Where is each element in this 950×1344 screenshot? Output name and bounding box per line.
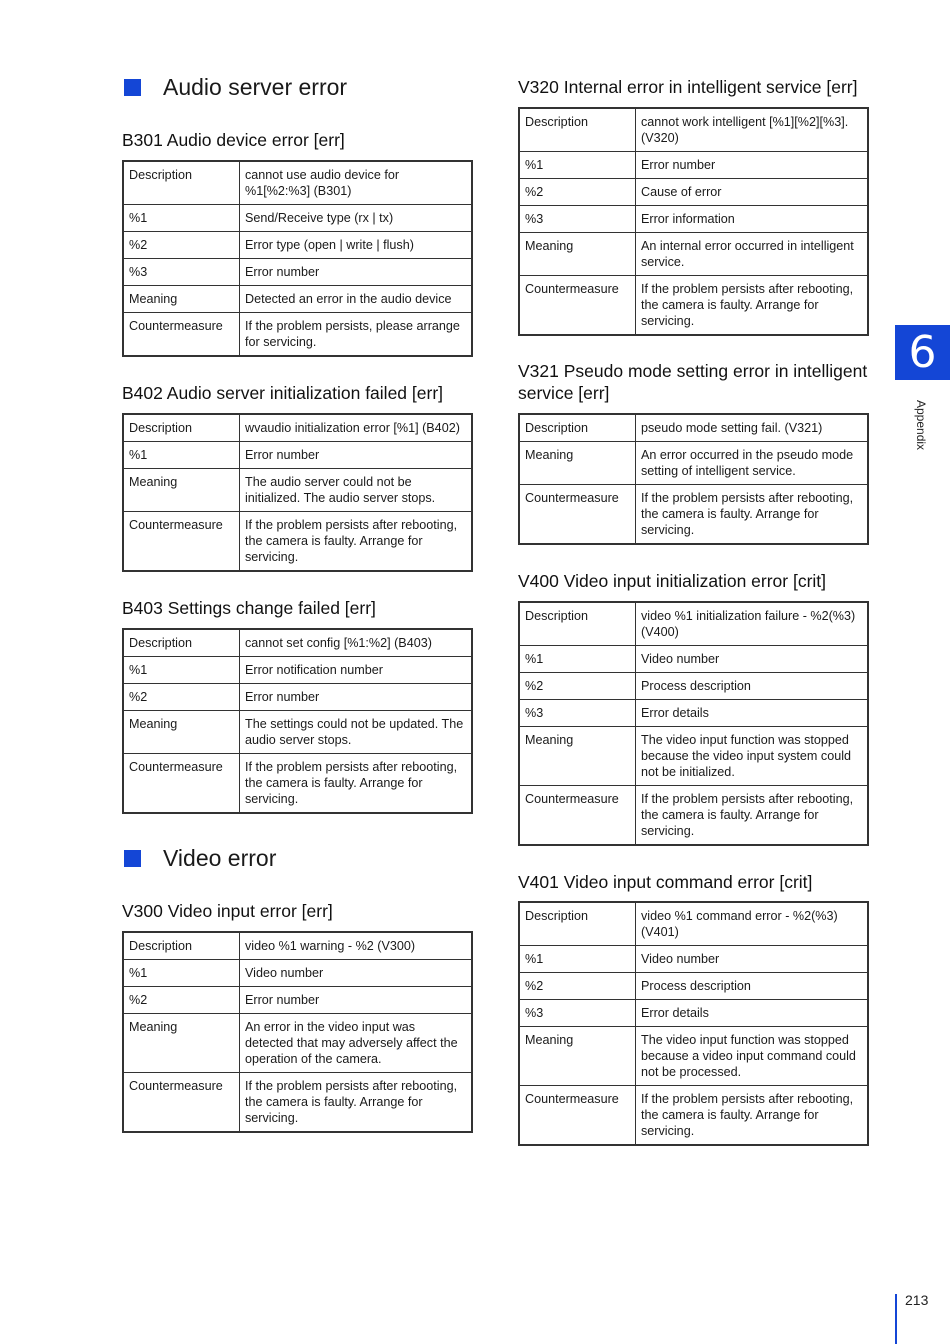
- row-value: Error number: [240, 259, 473, 286]
- row-key: Description: [123, 932, 240, 960]
- chapter-label: Appendix: [914, 400, 928, 451]
- table-row: [123, 232, 472, 259]
- table-row: [123, 629, 472, 657]
- table-row: [519, 902, 868, 946]
- table-row: [123, 684, 472, 711]
- row-value: Video number: [240, 960, 473, 987]
- v321-table: [518, 413, 869, 545]
- row-key: %2: [519, 673, 636, 700]
- row-key: %1: [519, 646, 636, 673]
- row-value: An internal error occurred in intelligent service.: [636, 233, 869, 276]
- table-row: [519, 946, 868, 973]
- row-key: %2: [519, 973, 636, 1000]
- table-row: [123, 161, 472, 205]
- row-key: Meaning: [123, 469, 240, 512]
- row-value: An error occurred in the pseudo mode setting of intelligent service.: [636, 442, 869, 485]
- table-row: [123, 1014, 472, 1073]
- audio-section-title: Audio server error: [163, 74, 348, 100]
- video-section-heading: [122, 845, 276, 872]
- table-row: [519, 179, 868, 206]
- table-row: [123, 442, 472, 469]
- row-key: Meaning: [123, 711, 240, 754]
- table-row: [519, 1027, 868, 1086]
- table-row: [123, 932, 472, 960]
- row-key: %3: [519, 700, 636, 727]
- table-row: [519, 973, 868, 1000]
- row-key: %1: [519, 946, 636, 973]
- row-value: cannot set config [%1:%2] (B403): [240, 629, 473, 657]
- row-value: If the problem persists after rebooting, the camera is faulty. Arrange for servicing.: [636, 786, 869, 846]
- row-value: The video input function was stopped because a video input command could not be processed.: [636, 1027, 869, 1086]
- row-value: The video input function was stopped because the video input system could not be initialized.: [636, 727, 869, 786]
- row-key: Description: [123, 161, 240, 205]
- row-key: %3: [519, 206, 636, 233]
- table-row: [123, 1073, 472, 1133]
- row-value: cannot use audio device for %1[%2:%3] (B301): [240, 161, 473, 205]
- row-value: Error number: [240, 987, 473, 1014]
- row-key: %3: [123, 259, 240, 286]
- row-key: Description: [519, 602, 636, 646]
- row-value: Error details: [636, 700, 869, 727]
- row-value: If the problem persists after rebooting, the camera is faulty. Arrange for servicing.: [240, 512, 473, 572]
- row-key: Description: [519, 108, 636, 152]
- row-key: Countermeasure: [519, 1086, 636, 1146]
- row-key: Countermeasure: [519, 786, 636, 846]
- table-row: [519, 646, 868, 673]
- row-key: Meaning: [123, 286, 240, 313]
- table-row: [123, 960, 472, 987]
- row-value: Error details: [636, 1000, 869, 1027]
- row-value: If the problem persists, please arrange for servicing.: [240, 313, 473, 357]
- row-key: Meaning: [519, 442, 636, 485]
- row-value: cannot work intelligent [%1][%2][%3]. (V320): [636, 108, 869, 152]
- row-key: %1: [123, 442, 240, 469]
- row-value: The audio server could not be initialized. The audio server stops.: [240, 469, 473, 512]
- table-row: [519, 152, 868, 179]
- row-key: Countermeasure: [519, 485, 636, 545]
- table-row: [519, 233, 868, 276]
- table-row: [123, 469, 472, 512]
- b402-heading: B402 Audio server initialization failed [err]: [122, 383, 444, 403]
- v320-heading: V320 Internal error in intelligent service [err]: [518, 77, 858, 97]
- row-key: Description: [123, 629, 240, 657]
- table-row: [519, 602, 868, 646]
- row-value: Send/Receive type (rx | tx): [240, 205, 473, 232]
- video-section-title: Video error: [163, 845, 277, 871]
- table-row: [519, 414, 868, 442]
- row-value: An error in the video input was detected that may adversely affect the operation of the camera.: [240, 1014, 473, 1073]
- row-value: If the problem persists after rebooting, the camera is faulty. Arrange for servicing.: [240, 1073, 473, 1133]
- row-key: Meaning: [519, 1027, 636, 1086]
- v400-heading: V400 Video input initialization error [crit]: [518, 571, 827, 591]
- b301-heading: B301 Audio device error [err]: [122, 130, 345, 150]
- row-value: Process description: [636, 973, 869, 1000]
- row-key: Meaning: [123, 1014, 240, 1073]
- v300-table: [122, 931, 473, 1133]
- table-row: [123, 259, 472, 286]
- section-square-icon: [124, 850, 141, 867]
- b403-table: [122, 628, 473, 814]
- row-key: Countermeasure: [123, 754, 240, 814]
- row-value: Error type (open | write | flush): [240, 232, 473, 259]
- row-value: Cause of error: [636, 179, 869, 206]
- row-value: Error information: [636, 206, 869, 233]
- row-value: video %1 initialization failure - %2(%3) (V400): [636, 602, 869, 646]
- row-value: video %1 warning - %2 (V300): [240, 932, 473, 960]
- row-key: %1: [519, 152, 636, 179]
- table-row: [123, 313, 472, 357]
- row-value: Error notification number: [240, 657, 473, 684]
- row-key: %3: [519, 1000, 636, 1027]
- table-row: [123, 711, 472, 754]
- table-row: [123, 987, 472, 1014]
- v321-heading: V321 Pseudo mode setting error in intelligent service [err]: [518, 361, 868, 403]
- row-value: Detected an error in the audio device: [240, 286, 473, 313]
- row-value: Video number: [636, 646, 869, 673]
- row-value: pseudo mode setting fail. (V321): [636, 414, 869, 442]
- v300-heading: V300 Video input error [err]: [122, 901, 333, 921]
- audio-section-heading: [122, 74, 347, 101]
- row-key: %2: [123, 684, 240, 711]
- table-row: [519, 727, 868, 786]
- row-value: Process description: [636, 673, 869, 700]
- table-row: [519, 1086, 868, 1146]
- table-row: [123, 414, 472, 442]
- row-key: Description: [519, 414, 636, 442]
- table-row: [123, 512, 472, 572]
- table-row: [519, 673, 868, 700]
- row-value: video %1 command error - %2(%3) (V401): [636, 902, 869, 946]
- table-row: [519, 442, 868, 485]
- b402-table: [122, 413, 473, 572]
- table-row: [519, 485, 868, 545]
- table-row: [123, 754, 472, 814]
- table-row: [519, 206, 868, 233]
- page-number-bar: [895, 1294, 897, 1344]
- row-key: Countermeasure: [123, 512, 240, 572]
- table-row: [519, 786, 868, 846]
- row-key: %1: [123, 205, 240, 232]
- row-key: Meaning: [519, 233, 636, 276]
- row-key: Countermeasure: [519, 276, 636, 336]
- row-key: Description: [519, 902, 636, 946]
- row-value: The settings could not be updated. The audio server stops.: [240, 711, 473, 754]
- row-value: If the problem persists after rebooting, the camera is faulty. Arrange for servicing.: [240, 754, 473, 814]
- v400-table: [518, 601, 869, 846]
- v401-heading: V401 Video input command error [crit]: [518, 872, 813, 892]
- table-row: [123, 657, 472, 684]
- row-key: Description: [123, 414, 240, 442]
- row-key: %2: [123, 987, 240, 1014]
- row-value: If the problem persists after rebooting, the camera is faulty. Arrange for servicing.: [636, 1086, 869, 1146]
- table-row: [123, 286, 472, 313]
- table-row: [519, 700, 868, 727]
- row-value: If the problem persists after rebooting, the camera is faulty. Arrange for servicing.: [636, 485, 869, 545]
- row-value: wvaudio initialization error [%1] (B402): [240, 414, 473, 442]
- page-number: 213: [905, 1292, 929, 1308]
- row-key: Countermeasure: [123, 313, 240, 357]
- chapter-tab: 6: [895, 325, 950, 380]
- b403-heading: B403 Settings change failed [err]: [122, 598, 376, 618]
- row-key: %2: [519, 179, 636, 206]
- row-key: %1: [123, 960, 240, 987]
- row-value: If the problem persists after rebooting, the camera is faulty. Arrange for servicing.: [636, 276, 869, 336]
- row-key: %2: [123, 232, 240, 259]
- row-key: Countermeasure: [123, 1073, 240, 1133]
- row-value: Error number: [240, 684, 473, 711]
- row-value: Error number: [636, 152, 869, 179]
- section-square-icon: [124, 79, 141, 96]
- v401-table: [518, 901, 869, 1146]
- table-row: [519, 276, 868, 336]
- b301-table: [122, 160, 473, 357]
- table-row: [519, 108, 868, 152]
- row-key: %1: [123, 657, 240, 684]
- row-key: Meaning: [519, 727, 636, 786]
- row-value: Video number: [636, 946, 869, 973]
- table-row: [123, 205, 472, 232]
- v320-table: [518, 107, 869, 336]
- table-row: [519, 1000, 868, 1027]
- row-value: Error number: [240, 442, 473, 469]
